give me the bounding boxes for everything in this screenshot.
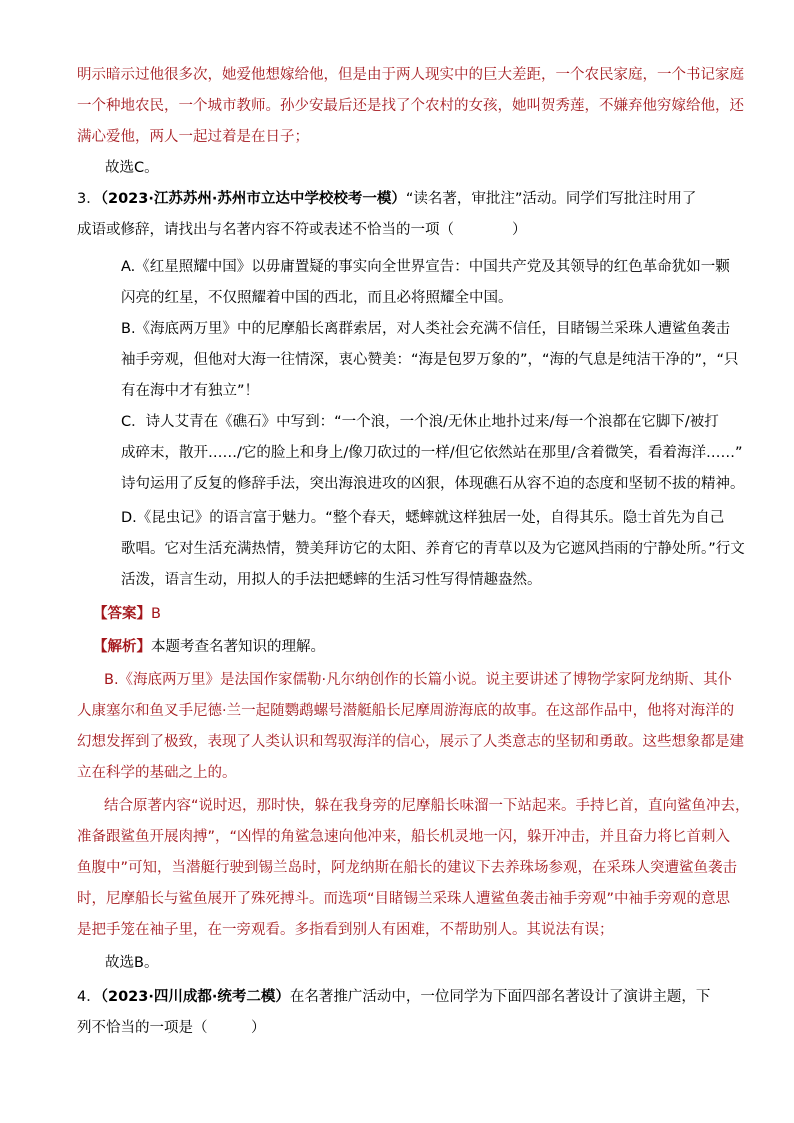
question-4-stem-line1: 在名著推广活动中，一位同学为下面四部名著设计了演讲主题，下 — [289, 989, 711, 1005]
answer-conclusion-b: 故选B。 — [105, 955, 159, 971]
analysis-line-2: 一个种地农民，一个城市教师。孙少安最后还是找了个农村的女孩，她叫贺秀莲，不嫌弃他穷嫁给他，还 — [77, 98, 744, 114]
question-3-source: （2023·江苏苏州·苏州市立达中学校校考一模） — [100, 191, 406, 207]
question-3-stem-line1: “读名著，审批注”活动。同学们写批注时用了 — [405, 191, 697, 207]
question-4-stem — [77, 982, 710, 1013]
analysis-para2-line-4: 时，尼摩船长与鲨鱼展开了殊死搏斗。而选项“目睹锡兰采珠人遭鲨鱼袭击袖手旁观”中袖手旁观的意思 — [77, 891, 731, 907]
analysis-para1-line-3: 幻想发挥到了极致，表现了人类认识和驾驭海洋的信心，展示了人类意志的坚韧和勇敢。这些想象都是建 — [77, 734, 744, 750]
option-a-line-2: 闪亮的红星，不仅照耀着中国的西北，而且必将照耀全中国。 — [121, 290, 513, 306]
option-d-line-2: 歌唱。它对生活充满热情，赞美拜访它的太阳、养育它的青草以及为它遮风挡雨的宁静处所。”行文 — [121, 541, 745, 557]
option-b-line-3: 有在海中才有独立”！ — [121, 383, 260, 399]
answer-conclusion-c: 故选C。 — [105, 160, 159, 176]
analysis-line-1: 明示暗示过他很多次，她爱他想嫁给他，但是由于两人现实中的巨大差距，一个农民家庭，一个书记家庭 — [77, 67, 744, 83]
answer-row — [93, 599, 161, 630]
question-3-stem — [77, 184, 696, 215]
question-4-number: 4． — [77, 989, 101, 1005]
option-a-line-1: A.《红星照耀中国》以毋庸置疑的事实向全世界宣告：中国共产党及其领导的红色革命犹如一颗 — [121, 259, 730, 275]
option-c-line-1: C．诗人艾青在《礁石》中写到：“一个浪，一个浪/无休止地扑过来/每一个浪都在它脚下/被打 — [121, 414, 719, 430]
option-c-line-2: 成碎末，散开……/它的脸上和身上/像刀砍过的一样/但它依然站在那里/含着微笑，看着海洋……” — [121, 445, 743, 461]
option-b-line-1: B.《海底两万里》中的尼摩船长离群索居，对人类社会充满不信任，目睹锡兰采珠人遭鲨鱼袭击 — [121, 321, 731, 337]
analysis-para1-line-2: 人康塞尔和鱼叉手尼德·兰一起随鹦鹉螺号潜艇船长尼摩周游海底的故事。在这部作品中，他将对海洋的 — [77, 703, 735, 719]
question-4-stem-line2: 列不恰当的一项是（ ） — [77, 1020, 266, 1036]
question-3-number: 3． — [77, 191, 101, 207]
question-3-stem-line2: 成语或修辞，请找出与名著内容不符或表述不恰当的一项（ ） — [77, 222, 527, 238]
question-4-source: （2023·四川成都·统考二模） — [100, 989, 290, 1005]
option-b-line-2: 袖手旁观，但他对大海一往情深，衷心赞美：“海是包罗万象的”，“海的气息是纯洁干净的”，“只 — [121, 352, 739, 368]
answer-label: 【答案】 — [93, 606, 151, 622]
analysis-text: 本题考查名著知识的理解。 — [151, 639, 325, 655]
analysis-para2-line-5: 是把手笼在袖子里，在一旁观看。多指看到别人有困难，不帮助别人。其说法有误； — [77, 922, 614, 938]
option-c-line-3: 诗句运用了反复的修辞手法，突出海浪进攻的凶狠，体现礁石从容不迫的态度和坚韧不拔的精神。 — [121, 476, 745, 492]
analysis-para2-line-2: 准备跟鲨鱼开展肉搏”，“凶悍的角鲨急速向他冲来，船长机灵地一闪，躲开冲击，并且奋力将匕首刺入 — [77, 829, 731, 845]
analysis-line-3: 满心爱他，两人一起过着是在日子； — [77, 129, 309, 145]
analysis-para2-line-1: 结合原著内容“说时迟，那时快，躲在我身旁的尼摩船长味溜一下站起来。手持匕首，直向鲨鱼冲去， — [104, 798, 750, 814]
analysis-para1-line-1: B.《海底两万里》是法国作家儒勒·凡尔纳创作的长篇小说。说主要讲述了博物学家阿龙纳斯、其仆 — [104, 672, 733, 688]
analysis-para1-line-4: 立在科学的基础之上的。 — [77, 765, 237, 781]
analysis-row — [93, 632, 325, 663]
analysis-para2-line-3: 鱼腹中”可知，当潜艇行驶到锡兰岛时，阿龙纳斯在船长的建议下去养珠场参观，在采珠人突遭鲨鱼袭击 — [77, 860, 738, 876]
option-d-line-1: D.《昆虫记》的语言富于魅力。“整个春天，蟋蟀就这样独居一处，自得其乐。隐士首先为自己 — [121, 510, 725, 526]
option-d-line-3: 活泼，语言生动，用拟人的手法把蟋蟀的生活习性写得情趣盎然。 — [121, 572, 542, 588]
analysis-label: 【解析】 — [93, 639, 151, 655]
answer-value: B — [151, 606, 161, 622]
